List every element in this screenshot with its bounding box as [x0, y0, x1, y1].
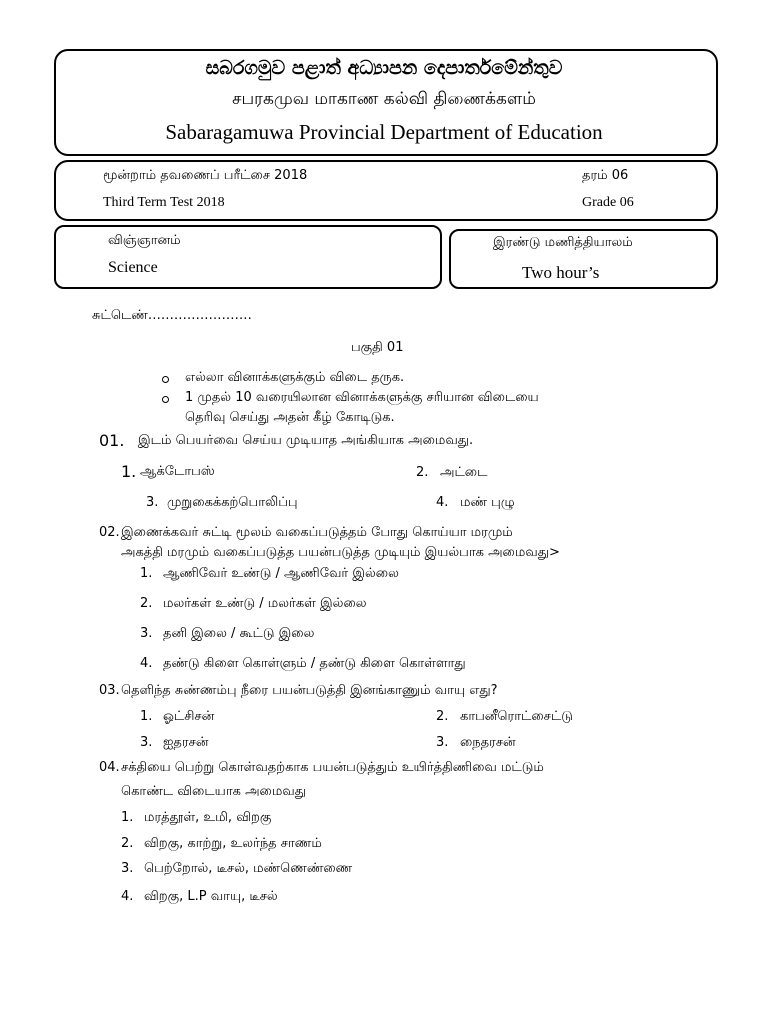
option-text: விறகு, காற்று, உலர்ந்த சாணம் — [144, 836, 322, 851]
instruction-2: 1 முதல் 10 வரையிலான வினாக்களுக்கு சரியான விடையை — [185, 390, 539, 405]
grade-english: Grade 06 — [582, 195, 634, 210]
question-text: தெளிந்த சுண்ணம்பு நீரை பயன்படுத்தி இனங்காணும் வாயு எது? — [121, 683, 498, 698]
option-text: ஆக்டோபஸ் — [140, 464, 215, 479]
option-number: 4. — [436, 495, 449, 510]
question-number: 04. — [99, 760, 120, 775]
option-text: அட்டை — [440, 465, 488, 480]
part-label: பகுதி 01 — [351, 340, 404, 355]
option-number: 2. — [140, 596, 153, 611]
option-number: 1. — [121, 810, 134, 825]
option-text: ஆணிவேர் உண்டு / ஆணிவேர் இல்லை — [163, 566, 399, 581]
subject-english: Science — [108, 259, 158, 276]
exam-name-tamil: மூன்றாம் தவணைப் பரீட்சை 2018 — [103, 168, 308, 183]
duration-english: Two hour’s — [522, 263, 600, 282]
option-text: விறகு, L.P வாயு, டீசல் — [144, 889, 278, 904]
option-text: மரத்தூள், உமி, விறகு — [144, 810, 272, 825]
option-number: 1. — [140, 709, 153, 724]
grade-tamil: தரம் 06 — [582, 168, 629, 183]
question-text-line2: கொண்ட விடையாக அமைவது — [121, 784, 306, 799]
option-number: 2. — [436, 709, 449, 724]
option-text: பெற்றோல், டீசல், மண்ணெண்ணை — [144, 861, 353, 876]
option-text: முறுகைக்கற்பொலிப்பு — [167, 495, 298, 510]
option-number: 1. — [140, 566, 153, 581]
option-text: ஐதரசன் — [163, 735, 209, 750]
option-text: நைதரசன் — [460, 735, 516, 750]
english-title: Sabaragamuwa Provincial Department of Education — [165, 120, 603, 144]
option-number: 4. — [140, 656, 153, 671]
question-text-line1: சக்தியை பெற்று கொள்வதற்காக பயன்படுத்தும் உயிர்த்திணிவை மட்டும் — [121, 760, 544, 775]
option-text: தனி இலை / கூட்டு இலை — [163, 626, 315, 641]
option-text: ஓட்சிசன் — [163, 709, 215, 724]
option-number: 3. — [121, 861, 134, 876]
bullet-icon — [162, 396, 169, 403]
option-number: 3. — [140, 735, 153, 750]
instruction-1: எல்லா வினாக்களுக்கும் விடை தருக. — [185, 370, 405, 385]
question-text-line2: அகத்தி மரமும் வகைப்படுத்த பயன்படுத்த முடியும் இயல்பாக அமைவது> — [121, 545, 560, 560]
option-text: தண்டு கிளை கொள்ளும் / தண்டு கிளை கொள்ளாது — [163, 656, 466, 671]
question-number: 03. — [99, 683, 120, 698]
option-number: 2. — [416, 465, 429, 480]
subject-tamil: விஞ்ஞானம் — [108, 233, 181, 248]
option-number: 1. — [121, 462, 137, 481]
option-text: காபனீரொட்சைட்டு — [460, 709, 573, 724]
option-number: 3. — [140, 626, 153, 641]
duration-tamil: இரண்டு மணித்தியாலம் — [493, 235, 633, 250]
option-number: 3. — [436, 735, 449, 750]
tamil-title: சபரகமுவ மாகாண கல்வி திணைக்களம் — [232, 89, 536, 109]
option-number: 2. — [121, 836, 134, 851]
option-number: 3. — [146, 495, 159, 510]
instruction-3: தெரிவு செய்து அதன் கீழ் கோடிடுக. — [185, 410, 395, 425]
question-number: 02. — [99, 525, 120, 540]
bullet-icon — [162, 376, 169, 383]
option-text: மலர்கள் உண்டு / மலர்கள் இல்லை — [163, 596, 367, 611]
question-number: 01. — [99, 431, 125, 450]
option-text: மண் புழு — [460, 495, 515, 510]
question-text: இடம் பெயர்வை செய்ய முடியாத அங்கியாக அமைவது. — [138, 433, 474, 448]
sinhala-title: සබරගමුව පළාත් අධ්‍යාපන දෙපාර්තමේන්තුව — [205, 57, 563, 79]
question-text-line1: இணைக்கவர் சுட்டி மூலம் வகைப்படுத்தம் போது கொய்யா மரமும் — [121, 525, 513, 540]
exam-name-english: Third Term Test 2018 — [103, 195, 225, 210]
index-number-label: சுட்டெண்…………………… — [92, 308, 252, 323]
option-number: 4. — [121, 889, 134, 904]
